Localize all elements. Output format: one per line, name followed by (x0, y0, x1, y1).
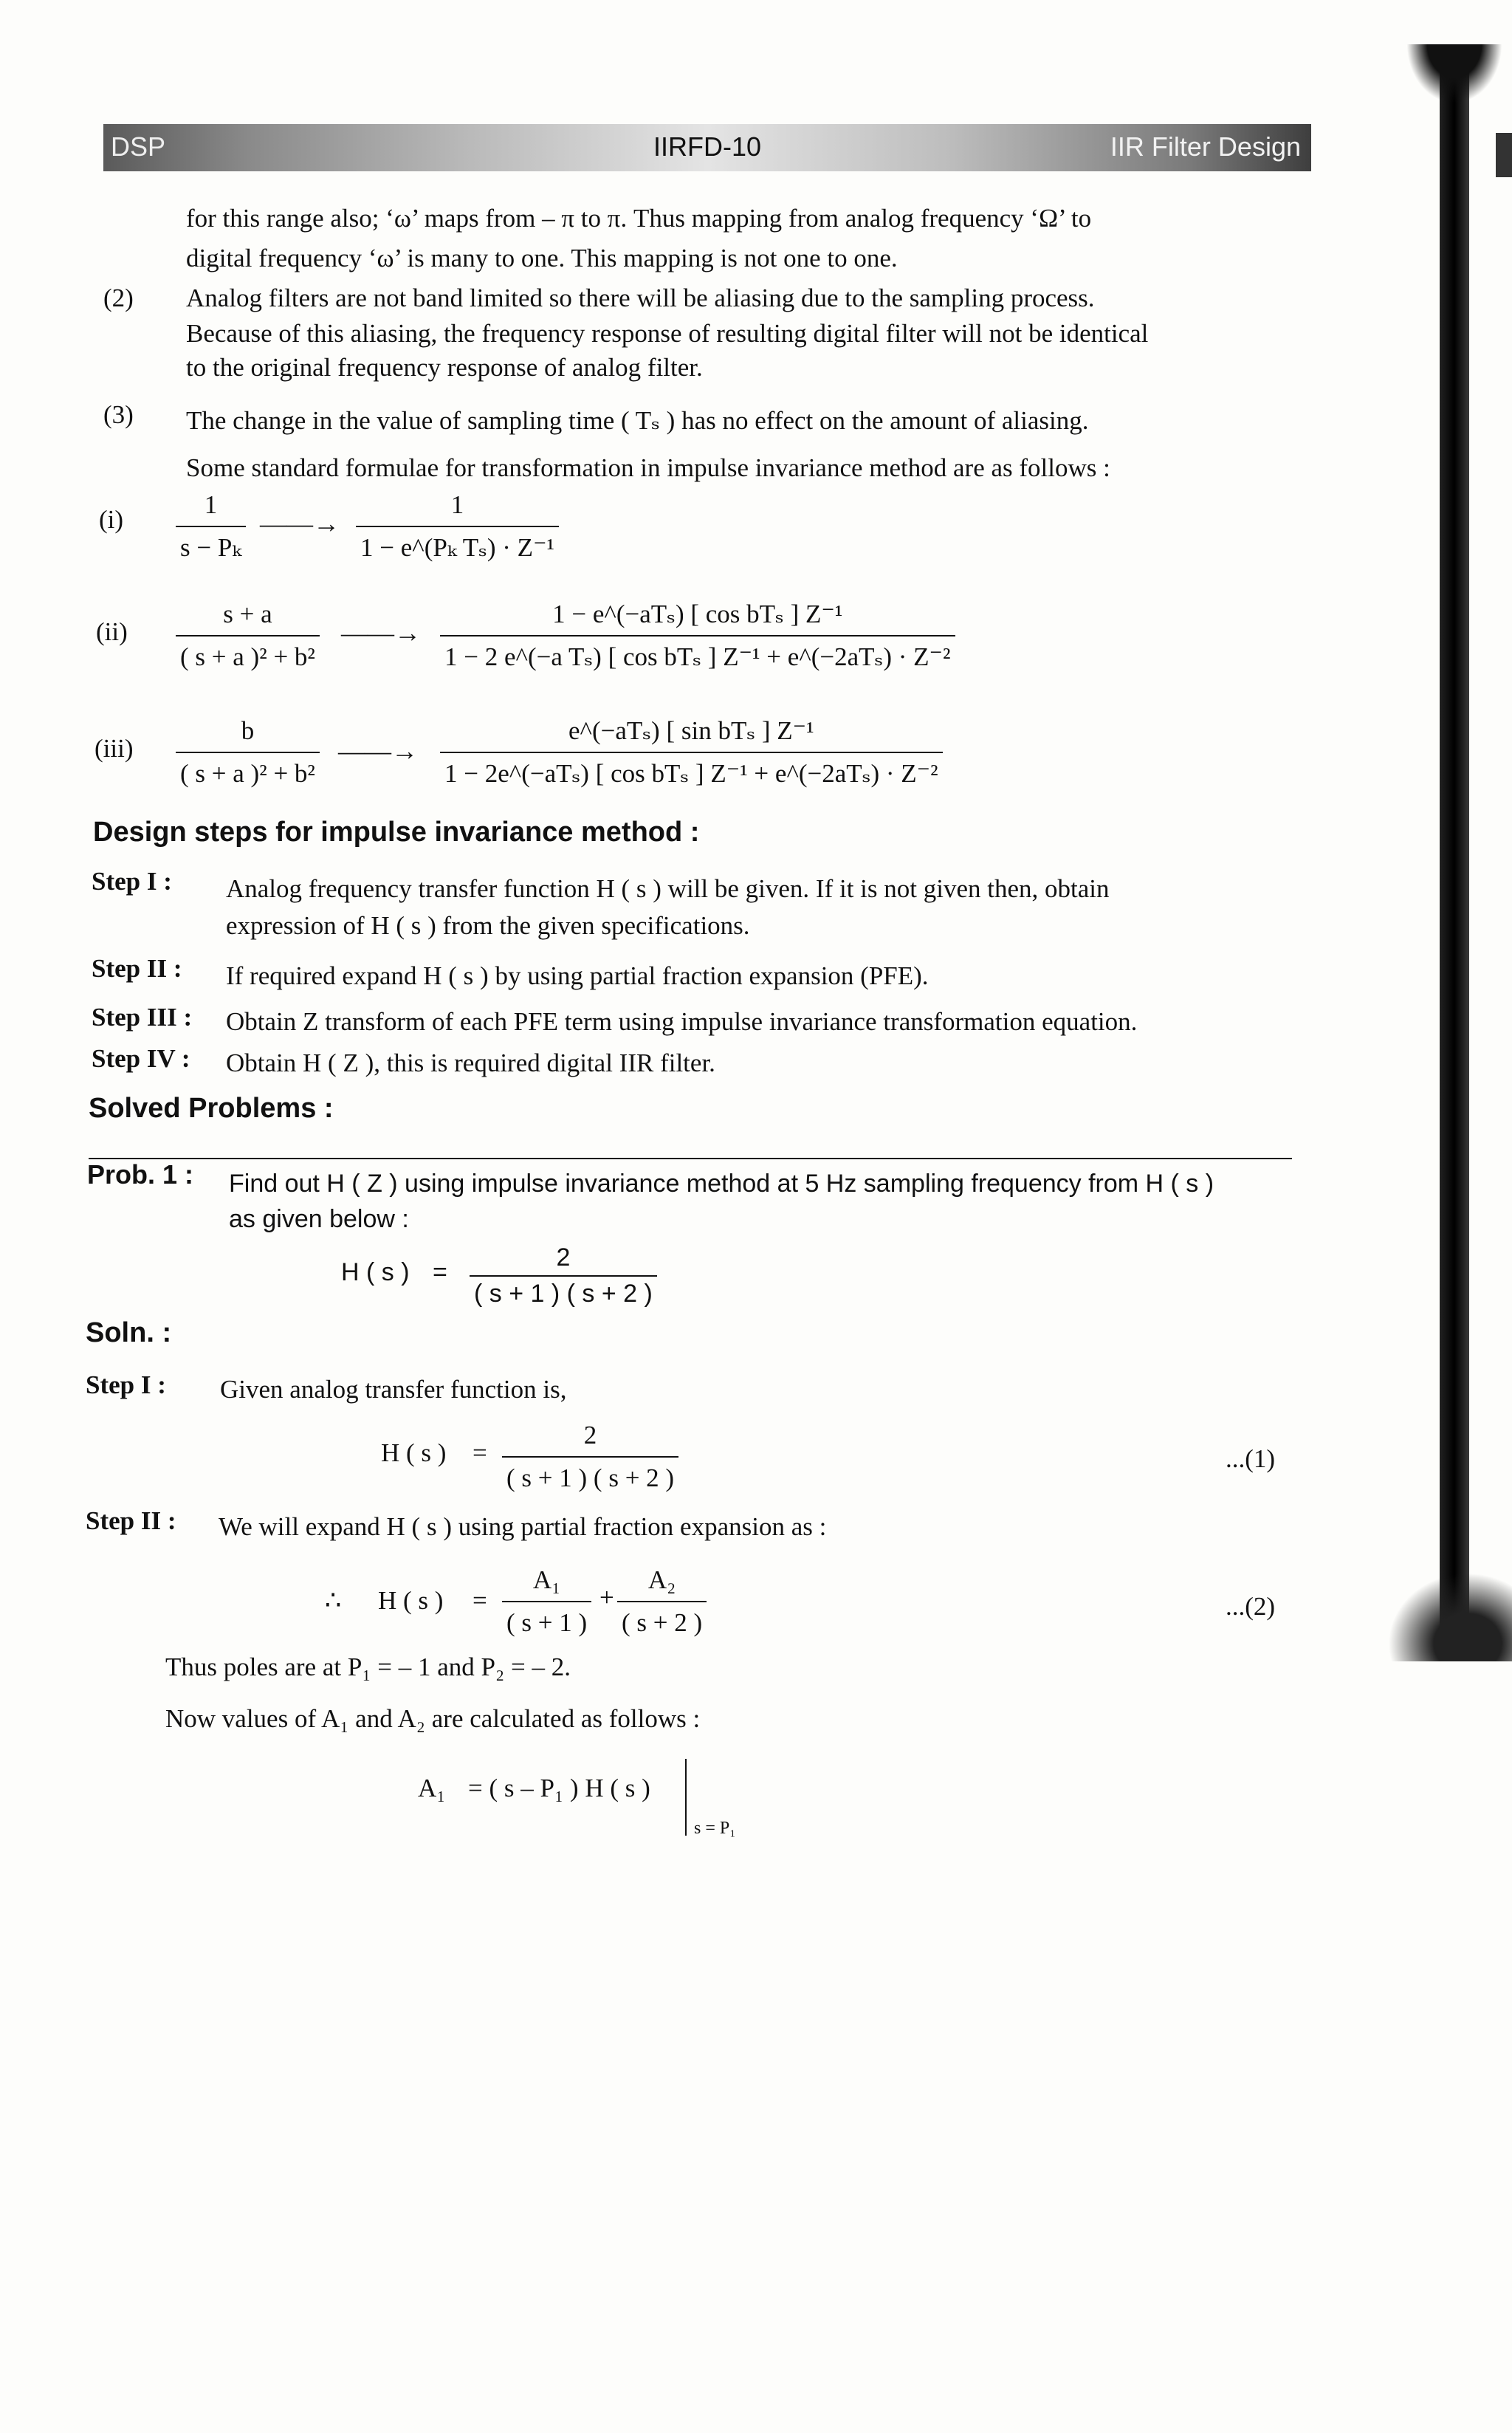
problem-line-1: Find out H ( Z ) using impulse invariance method at 5 Hz sampling frequency from H ( s ) (229, 1170, 1214, 1198)
fraction-denominator: ( s + a )² + b² (180, 642, 315, 671)
formula-label: (iii) (94, 734, 134, 763)
step-label: Step I : (86, 1370, 166, 1399)
fraction-denominator: 1 − e^(Pₖ Tₛ) · Z⁻¹ (360, 533, 555, 562)
fraction-numerator: b (241, 716, 255, 745)
point-number: (3) (103, 400, 134, 429)
step-3-line-1: Obtain Z transform of each PFE term using impulse invariance transformation equation. (226, 1007, 1138, 1036)
maps-to-arrow: ——→ (338, 736, 418, 766)
fraction-numerator: 2 (583, 1421, 597, 1449)
step-label: Step I : (92, 867, 172, 896)
fraction-denominator: ( s + 1 ) ( s + 2 ) (474, 1280, 653, 1308)
point-2-line-1: Analog filters are not band limited so there will be aliasing due to the sampling process. (186, 284, 1095, 312)
fraction-numerator: A₂ (647, 1565, 676, 1594)
equation-lhs: H ( s ) (378, 1586, 444, 1615)
equation-2-fraction-a1 (502, 1562, 591, 1641)
formula-i-lhs (176, 487, 246, 566)
problem-fraction (470, 1243, 657, 1308)
step-4-line-1: Obtain H ( Z ), this is required digital IIR filter. (226, 1049, 715, 1077)
fraction-numerator: s + a (223, 600, 272, 628)
point-2-line-3: to the original frequency response of analog filter. (186, 353, 703, 382)
equation-lhs: A₁ (418, 1774, 446, 1802)
fraction-numerator: 1 (204, 490, 218, 519)
formula-label: (i) (99, 505, 124, 534)
therefore-symbol: ∴ (325, 1586, 342, 1615)
point-number: (2) (103, 284, 134, 312)
formula-iii-rhs (440, 713, 943, 792)
solution-step-2-text: We will expand H ( s ) using partial fraction expansion as : (219, 1512, 827, 1541)
formula-ii-lhs (176, 597, 320, 675)
section-divider (89, 1158, 1292, 1159)
fraction-bar (176, 752, 320, 753)
solution-heading: Soln. : (86, 1317, 172, 1348)
fraction-bar (356, 526, 559, 527)
equation-lhs: H ( s ) (341, 1258, 410, 1286)
equals-sign: = (433, 1258, 447, 1286)
evaluation-subscript: s = P₁ (694, 1819, 736, 1838)
fraction-denominator: ( s + 2 ) (622, 1608, 703, 1637)
section-heading-design-steps: Design steps for impulse invariance method : (93, 817, 700, 848)
step-label: Step IV : (92, 1044, 190, 1073)
step-label: Step II : (86, 1506, 176, 1535)
maps-to-arrow: ——→ (341, 618, 421, 648)
equation-tag: ...(2) (1226, 1592, 1276, 1621)
binder-edge-top (1406, 44, 1502, 103)
intro-line-2: digital frequency ‘ω’ is many to one. This mapping is not one to one. (186, 244, 898, 272)
fraction-numerator: 1 (450, 490, 464, 519)
page-edge-mark (1496, 133, 1512, 177)
header-chapter-title: IIR Filter Design (1110, 131, 1301, 162)
step-1-line-2: expression of H ( s ) from the given specifications. (226, 911, 750, 940)
binder-edge (1440, 44, 1469, 1654)
point-2-line-2: Because of this aliasing, the frequency response of resulting digital filter will not be identical (186, 319, 1149, 348)
fraction-denominator: s − Pₖ (180, 533, 242, 562)
fraction-denominator: ( s + 1 ) (506, 1608, 588, 1637)
solution-step-1-text: Given analog transfer function is, (220, 1375, 567, 1404)
equals-sign: = (472, 1586, 487, 1615)
fraction-denominator: 1 − 2 e^(−a Tₛ) [ cos bTₛ ] Z⁻¹ + e^(−2aTₛ) · Z⁻² (444, 642, 951, 671)
step-1-line-1: Analog frequency transfer function H ( s ) will be given. If it is not given then, obtain (226, 874, 1110, 903)
binder-edge-bottom (1388, 1573, 1512, 1661)
equation-1-fraction (502, 1418, 678, 1496)
fraction-bar (502, 1601, 591, 1602)
header-page-code: IIRFD-10 (653, 131, 762, 162)
maps-to-arrow: ——→ (260, 509, 340, 538)
plus-sign: + (599, 1583, 614, 1612)
poles-text: Thus poles are at P₁ = – 1 and P₂ = – 2. (165, 1653, 571, 1681)
fraction-bar (440, 635, 955, 636)
fraction-denominator: ( s + 1 ) ( s + 2 ) (506, 1463, 675, 1492)
equals-sign: = (472, 1438, 487, 1467)
formula-i-rhs (356, 487, 559, 566)
evaluation-bar (685, 1759, 687, 1836)
fraction-numerator: A₁ (532, 1565, 561, 1594)
equation-2-fraction-a2 (617, 1562, 707, 1641)
fraction-denominator: 1 − 2e^(−aTₛ) [ cos bTₛ ] Z⁻¹ + e^(−2aTₛ) · Z⁻² (444, 759, 938, 788)
step-2-line-1: If required expand H ( s ) by using partial fraction expansion (PFE). (226, 961, 929, 990)
step-label: Step II : (92, 954, 182, 983)
fraction-bar (617, 1601, 707, 1602)
problem-line-2: as given below : (229, 1205, 409, 1233)
fraction-bar (176, 526, 246, 527)
intro-line-1: for this range also; ‘ω’ maps from – π to π. Thus mapping from analog frequency ‘Ω’ to (186, 204, 1092, 233)
step-label: Step III : (92, 1003, 193, 1032)
formula-iii-lhs (176, 713, 320, 792)
point-3-line-1: The change in the value of sampling time ( Tₛ ) has no effect on the amount of aliasing. (186, 406, 1089, 435)
problem-label: Prob. 1 : (87, 1159, 194, 1190)
equation-tag: ...(1) (1226, 1444, 1276, 1473)
fraction-bar (176, 635, 320, 636)
fraction-numerator: e^(−aTₛ) [ sin bTₛ ] Z⁻¹ (568, 716, 814, 745)
formula-label: (ii) (96, 617, 128, 646)
fraction-bar (470, 1275, 657, 1277)
fraction-numerator: 2 (556, 1243, 571, 1272)
section-heading-solved-problems: Solved Problems : (89, 1093, 334, 1124)
values-intro-text: Now values of A₁ and A₂ are calculated as follows : (165, 1704, 701, 1733)
equation-lhs: H ( s ) (381, 1438, 447, 1467)
fraction-bar (440, 752, 943, 753)
fraction-numerator: 1 − e^(−aTₛ) [ cos bTₛ ] Z⁻¹ (552, 600, 843, 628)
equation-3-rhs: = ( s – P₁ ) H ( s ) (468, 1774, 650, 1802)
header-subject: DSP (111, 131, 166, 162)
fraction-denominator: ( s + a )² + b² (180, 759, 315, 788)
fraction-bar (502, 1456, 678, 1458)
formula-ii-rhs (440, 597, 955, 675)
formulae-intro: Some standard formulae for transformation in impulse invariance method are as follows : (186, 453, 1110, 482)
page-header-bar (103, 124, 1311, 171)
